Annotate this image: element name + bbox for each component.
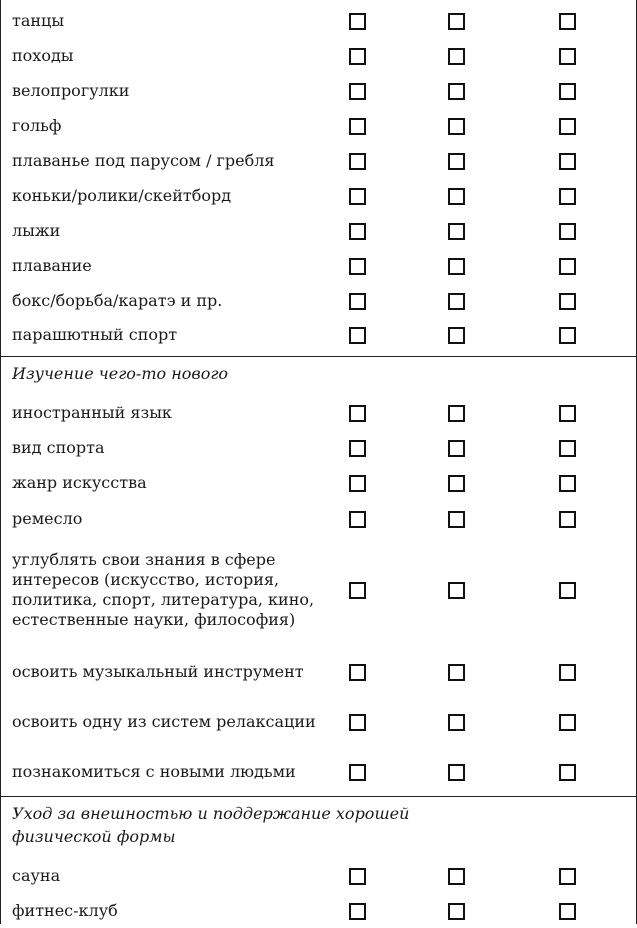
row-label: сауна <box>12 866 61 885</box>
row-label: плаванье под парусом / гребля <box>12 151 275 170</box>
checkbox-col-1[interactable] <box>349 83 366 100</box>
checkbox-col-1[interactable] <box>349 258 366 275</box>
row-label: плавание <box>12 256 92 275</box>
table-row <box>1 502 636 536</box>
checkbox-col-1[interactable] <box>349 664 366 681</box>
checkbox-col-3[interactable] <box>559 188 576 205</box>
section-header: Изучение чего-то нового <box>12 364 229 383</box>
checkbox-col-2[interactable] <box>448 764 465 781</box>
checkbox-col-2[interactable] <box>448 258 465 275</box>
section-header: Уход за внешностью и поддержание хорошей физической формы <box>12 804 410 846</box>
checkbox-col-1[interactable] <box>349 118 366 135</box>
row-label: освоить музыкальный инструмент <box>12 662 304 681</box>
checkbox-col-3[interactable] <box>559 440 576 457</box>
checkbox-col-2[interactable] <box>448 83 465 100</box>
checkbox-col-3[interactable] <box>559 664 576 681</box>
checkbox-col-2[interactable] <box>448 188 465 205</box>
table-row <box>1 73 636 109</box>
checkbox-col-3[interactable] <box>559 511 576 528</box>
checkbox-col-3[interactable] <box>559 13 576 30</box>
row-label: познакомиться с новыми людьми <box>12 762 296 781</box>
checkbox-col-1[interactable] <box>349 440 366 457</box>
checkbox-col-1[interactable] <box>349 153 366 170</box>
row-label: жанр искусства <box>12 473 147 492</box>
checkbox-col-2[interactable] <box>448 118 465 135</box>
checkbox-col-2[interactable] <box>448 153 465 170</box>
checkbox-col-2[interactable] <box>448 582 465 599</box>
checkbox-col-2[interactable] <box>448 511 465 528</box>
checkbox-col-1[interactable] <box>349 582 366 599</box>
table-row <box>1 108 636 144</box>
checkbox-col-2[interactable] <box>448 714 465 731</box>
checkbox-col-3[interactable] <box>559 118 576 135</box>
row-label: углублять свои знания в сфере интересов (искусство, история, политика, спорт, литература, кино, естественные науки, философия) <box>12 550 315 629</box>
checkbox-col-3[interactable] <box>559 83 576 100</box>
checkbox-col-2[interactable] <box>448 13 465 30</box>
table-row <box>1 535 636 645</box>
table-row <box>1 3 636 39</box>
checkbox-col-3[interactable] <box>559 475 576 492</box>
table-row <box>1 396 636 430</box>
checkbox-col-1[interactable] <box>349 764 366 781</box>
checkbox-col-1[interactable] <box>349 868 366 885</box>
table-row <box>1 248 636 284</box>
checkbox-col-2[interactable] <box>448 664 465 681</box>
checkbox-col-3[interactable] <box>559 714 576 731</box>
checkbox-col-1[interactable] <box>349 48 366 65</box>
checkbox-col-2[interactable] <box>448 327 465 344</box>
table-row <box>1 697 636 747</box>
row-label: бокс/борьба/каратэ и пр. <box>12 291 223 310</box>
checkbox-col-2[interactable] <box>448 405 465 422</box>
checkbox-col-3[interactable] <box>559 868 576 885</box>
row-label: лыжи <box>12 221 61 240</box>
section-1 <box>1 0 636 357</box>
checkbox-col-2[interactable] <box>448 868 465 885</box>
checkbox-col-1[interactable] <box>349 475 366 492</box>
checkbox-col-1[interactable] <box>349 13 366 30</box>
checkbox-col-3[interactable] <box>559 293 576 310</box>
table-row <box>1 647 636 697</box>
row-label: гольф <box>12 116 62 135</box>
row-label: ремесло <box>12 509 83 528</box>
checkbox-col-1[interactable] <box>349 511 366 528</box>
table-row <box>1 143 636 179</box>
checkbox-col-3[interactable] <box>559 48 576 65</box>
section-2 <box>1 356 636 797</box>
table-row <box>1 283 636 319</box>
checkbox-col-2[interactable] <box>448 223 465 240</box>
row-label: велопрогулки <box>12 81 130 100</box>
row-label: иностранный язык <box>12 403 172 422</box>
table-row <box>1 431 636 465</box>
checkbox-col-2[interactable] <box>448 48 465 65</box>
checkbox-col-2[interactable] <box>448 293 465 310</box>
table-row <box>1 747 636 797</box>
checkbox-col-3[interactable] <box>559 258 576 275</box>
checkbox-col-3[interactable] <box>559 223 576 240</box>
row-label: танцы <box>12 11 65 30</box>
checkbox-col-1[interactable] <box>349 327 366 344</box>
checkbox-col-3[interactable] <box>559 903 576 920</box>
checkbox-col-3[interactable] <box>559 582 576 599</box>
table-row <box>1 317 636 353</box>
section-3 <box>1 797 636 925</box>
checkbox-col-1[interactable] <box>349 293 366 310</box>
table-row <box>1 894 636 928</box>
checkbox-col-2[interactable] <box>448 903 465 920</box>
row-label: фитнес-клуб <box>12 901 118 920</box>
table-row <box>1 859 636 893</box>
row-label: освоить одну из систем релаксации <box>12 712 316 731</box>
checkbox-col-3[interactable] <box>559 764 576 781</box>
checkbox-col-1[interactable] <box>349 188 366 205</box>
checkbox-col-1[interactable] <box>349 714 366 731</box>
checkbox-col-2[interactable] <box>448 440 465 457</box>
table-row <box>1 38 636 74</box>
checkbox-col-3[interactable] <box>559 327 576 344</box>
checkbox-col-1[interactable] <box>349 903 366 920</box>
table-row <box>1 466 636 500</box>
row-label: коньки/ролики/скейтборд <box>12 186 232 205</box>
row-label: парашютный спорт <box>12 325 178 344</box>
checkbox-col-3[interactable] <box>559 405 576 422</box>
checkbox-col-3[interactable] <box>559 153 576 170</box>
row-label: вид спорта <box>12 438 105 457</box>
checkbox-col-1[interactable] <box>349 223 366 240</box>
checkbox-col-2[interactable] <box>448 475 465 492</box>
table-row <box>1 213 636 249</box>
checkbox-col-1[interactable] <box>349 405 366 422</box>
row-label: походы <box>12 46 74 65</box>
table-row <box>1 178 636 214</box>
